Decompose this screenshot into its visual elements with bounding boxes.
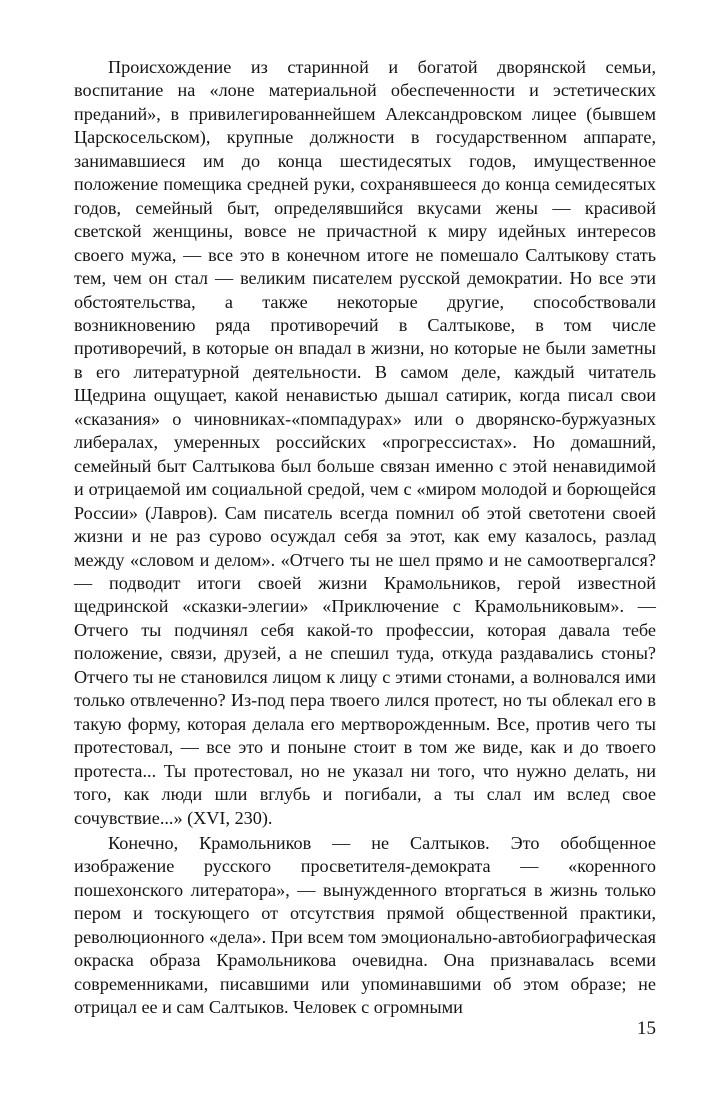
page-number: 15 <box>637 1018 656 1039</box>
body-text <box>74 56 656 1020</box>
paragraph-1: Происхождение из старинной и богатой дворянской семьи, воспитание на «лоне материальной обеспеченности и эстетических преданий», в привилегированнейшем Александровском лицее (бывшем Царскосельском), крупные должности в государственном аппарате, занимавшиеся им до конца шестидесятых годов, имущественное положение помещика средней руки, сохранявшееся до конца семидесятых годов, семейный быт, определявшийся вкусами жены — красивой светской женщины, вовсе не причастной к миру идейных интересов своего мужа, — все это в конечном итоге не помешало Салтыкову стать тем, чем он стал — великим писателем русской демократии. Но все эти обстоятельства, а также некоторые другие, способствовали возникновению ряда противоречий в Салтыкове, в том числе противоречий, в которые он впадал в жизни, но которые не были заметны в его литературной деятельности. В самом деле, каждый читатель Щедрина ощущает, какой ненавистью дышал сатирик, когда писал свои «сказания» о чиновниках-«помпадурах» или о дворянско-буржуазных либералах, умеренных российских «прогрессистах». Но домашний, семейный быт Салтыкова был больше связан именно с этой ненавидимой и отрицаемой им социальной средой, чем с «миром молодой и борющейся России» (Лавров). Сам писатель всегда помнил об этой светотени своей жизни и не раз сурово осуждал себя за этот, как ему казалось, разлад между «словом и делом». «Отчего ты не шел прямо и не самоотвергался? — подводит итоги своей жизни Крамольников, герой известной щедринской «сказки-элегии» «Приключение с Крамольниковым». — Отчего ты подчинял себя какой-то профессии, которая давала тебе положение, связи, друзей, а не спешил туда, откуда раздавались стоны? Отчего ты не становился лицом к лицу с этими стонами, а волновался ими только отвлеченно? Из-под пера твоего лился протест, но ты облекал его в такую форму, которая делала его мертворожденным. Все, против чего ты протестовал, — все это и поныне стоит в том же виде, как и до твоего протеста... Ты протестовал, но не указал ни того, что нужно делать, ни того, как люди шли вглубь и погибали, а ты слал им вслед свое сочувствие...» (XVI, 230). <box>74 57 656 828</box>
paragraph-2: Конечно, Крамольников — не Салтыков. Это обобщенное изображение русского просветителя-демократа — «коренного пошехонского литератора», — вынужденного вторгаться в жизнь только пером и тоскующего от отсутствия прямой общественной практики, революционного «дела». При всем том эмоционально-автобиографическая окраска образа Крамольникова очевидна. Она признавалась всеми современниками, писавшими или упоминавшими об этом образе; не отрицал ее и сам Салтыков. Человек с огромными <box>74 832 656 1018</box>
